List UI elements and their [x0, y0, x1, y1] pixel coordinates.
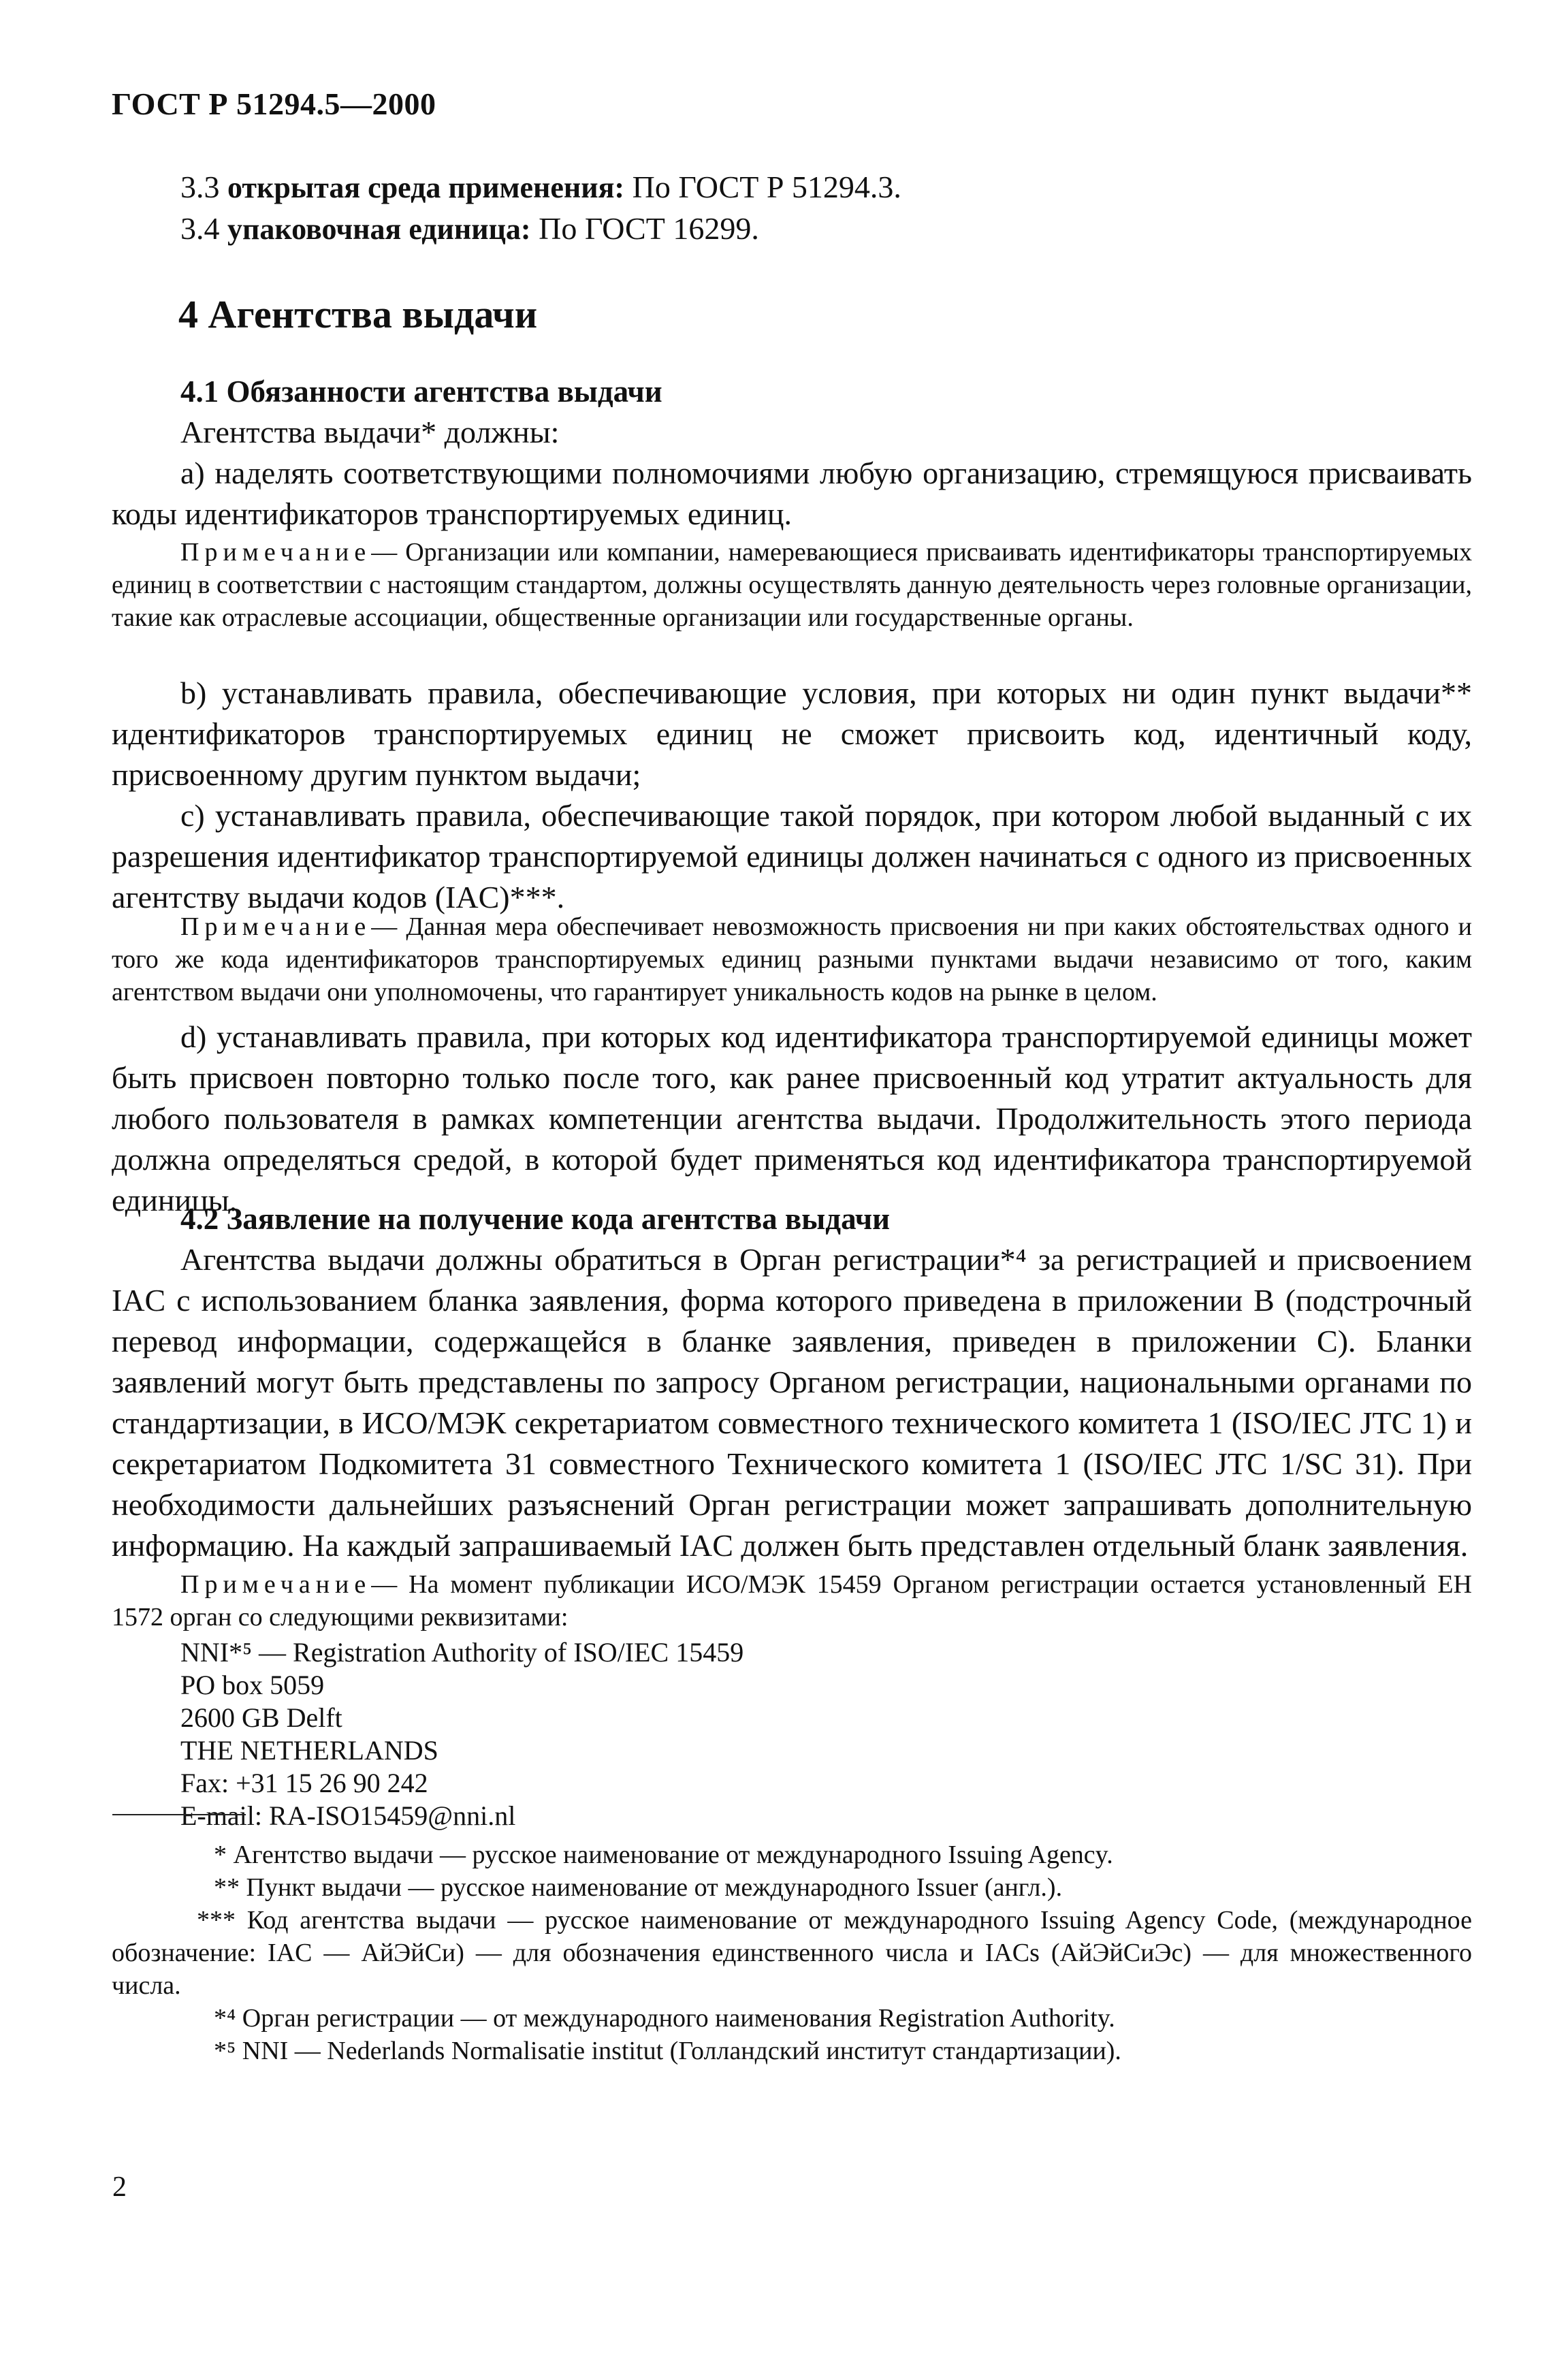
footnote-divider [112, 1814, 246, 1815]
registration-authority-address [180, 1636, 743, 1832]
note-label: Примечание [180, 538, 372, 567]
footnote-3: *** Код агентства выдачи — русское наименование от международного Issuing Agency Code, (международное обозначение: IAC — АйЭйСи) — для обозначения единственного числа и IACs (АйЭйСиЭс) — для множественного числа. [112, 1906, 1472, 2000]
item-a: a) наделять соответствующими полномочиями любую организацию, стремящуюся присваивать коды идентификаторов транспортируемых единиц. [112, 456, 1472, 531]
footnotes [112, 1838, 1472, 2067]
footnote-5: *⁵ NNI — Nederlands Normalisatie institut (Голландский институт стандартизации). [214, 2037, 1121, 2065]
note-text: — На момент публикации ИСО/МЭК 15459 Органом регистрации остается установленный ЕН 1572 орган со следующими реквизитами: [112, 1570, 1472, 1631]
standard-header: ГОСТ Р 51294.5—2000 [112, 86, 436, 121]
definition-3-4 [180, 208, 1474, 250]
definition-term: открытая среда применения: [227, 171, 625, 204]
note-label: Примечание [180, 1570, 372, 1599]
item-d-block [112, 1017, 1472, 1221]
section-4-2-title: 4.2 Заявление на получение кода агентства выдачи [180, 1202, 891, 1236]
item-d: d) устанавливать правила, при которых код идентификатора транспортируемой единицы может быть присвоен повторно только после того, как ранее присвоенный код утратит актуальность для любого пользователя в рамках компетенции агентства выдачи. Продолжительность этого периода должна определяться средой, в которой будет применяться код идентификатора транспортируемой единицы. [112, 1019, 1472, 1217]
address-line: NNI*⁵ — Registration Authority of ISO/IEC 15459 [180, 1637, 744, 1668]
definition-text: По ГОСТ Р 51294.3. [632, 170, 901, 204]
section-4-1-intro: Агентства выдачи* должны: [180, 415, 560, 449]
definition-term: упаковочная единица: [227, 212, 531, 246]
address-line: PO box 5059 [180, 1670, 325, 1700]
address-line: 2600 GB Delft [180, 1702, 342, 1733]
definition-number: 3.3 [180, 170, 220, 204]
section-4-title: 4 Агентства выдачи [178, 292, 538, 336]
item-b: b) устанавливать правила, обеспечивающие условия, при которых ни один пункт выдачи** идентификаторов транспортируемых единиц не сможет присвоить код, идентичный коду, присвоенному другим пунктом выдачи; [112, 675, 1472, 792]
note-text: — Данная мера обеспечивает невозможность присвоения ни при каких обстоятельствах одного и того же кода идентификаторов транспортируемых единиц разными пунктами выдачи независимо от того, каким агентством выдачи они уполномочены, что гарантирует уникальность кодов на рынке в целом. [112, 912, 1472, 1006]
definitions-list [180, 167, 1474, 250]
address-line: Fax: +31 15 26 90 242 [180, 1768, 428, 1798]
note-3 [112, 1568, 1472, 1634]
items-b-c [112, 673, 1472, 918]
page-number: 2 [112, 2171, 127, 2203]
definition-text: По ГОСТ 16299. [539, 211, 759, 246]
footnote-2: ** Пункт выдачи — русское наименование от международного Issuer (англ.). [214, 1873, 1063, 1902]
note-label: Примечание [180, 912, 372, 941]
note-text: — Организации или компании, намеревающиеся присваивать идентификаторы транспортируемых единиц в соответствии с настоящим стандартом, должны осуществлять данную деятельность через головные организации, такие как отраслевые ассоциации, общественные организации или государственные органы. [112, 538, 1472, 632]
item-c: c) устанавливать правила, обеспечивающие такой порядок, при котором любой выданный с их разрешения идентификатор транспортируемой единицы должен начинаться с одного из присвоенных агентству выдачи кодов (IAC)***. [112, 798, 1472, 914]
address-line: E-mail: RA-ISO15459@nni.nl [180, 1800, 516, 1831]
footnote-1: * Агентство выдачи — русское наименование от международного Issuing Agency. [214, 1841, 1113, 1869]
note-2 [112, 910, 1472, 1008]
section-4-2-paragraph: Агентства выдачи должны обратиться в Орган регистрации*⁴ за регистрацией и присвоением IAC с использованием бланка заявления, форма которого приведена в приложении B (подстрочный перевод информации, содержащейся в бланке заявления, приведен в приложении C). Бланки заявлений могут быть представлены по запросу Органом регистрации, национальными органами по стандартизации, в ИСО/МЭК секретариатом совместного технического комитета 1 (ISO/IEC JTC 1) и секретариатом Подкомитета 31 совместного Технического комитета 1 (ISO/IEC JTC 1/SC 31). При необходимости дальнейших разъяснений Орган регистрации может запрашивать дополнительную информацию. На каждый запрашиваемый IAC должен быть представлен отдельный бланк заявления. [112, 1242, 1472, 1563]
section-4-1 [112, 371, 1472, 535]
section-4-2 [112, 1198, 1472, 1566]
definition-3-3 [180, 167, 1474, 208]
address-line: THE NETHERLANDS [180, 1735, 438, 1766]
note-1 [112, 536, 1472, 634]
section-4-1-title: 4.1 Обязанности агентства выдачи [180, 375, 662, 409]
footnote-4: *⁴ Орган регистрации — от международного наименования Registration Authority. [214, 2004, 1115, 2033]
definition-number: 3.4 [180, 211, 220, 246]
